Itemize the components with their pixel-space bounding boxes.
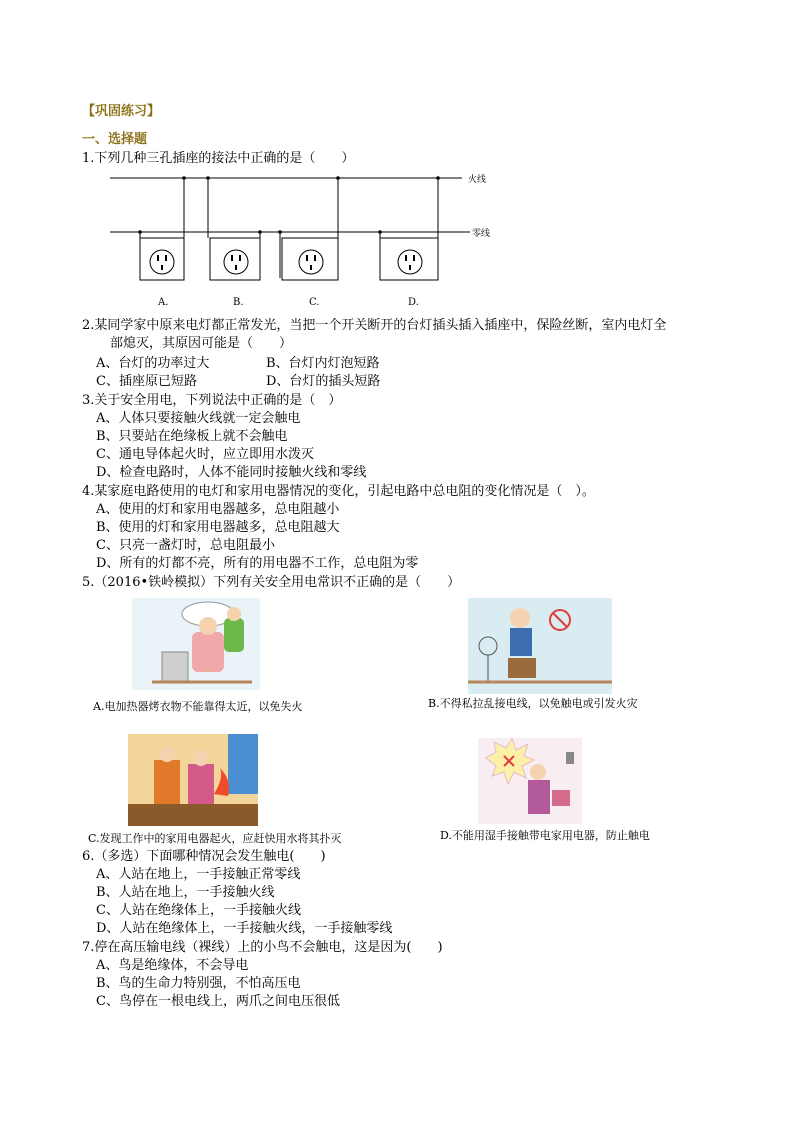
socket-wiring-diagram — [100, 168, 510, 312]
socket-d-label: D. — [408, 297, 419, 308]
q6-option-c: C、人站在绝缘体上，一手接触火线 — [96, 903, 301, 918]
q4-option-a: A、使用的灯和家用电器越多，总电阻越小 — [96, 502, 340, 517]
socket-b-label: B. — [233, 297, 244, 308]
q2-option-b: B、台灯内灯泡短路 — [266, 356, 380, 371]
q5-caption-d: D.不能用湿手接触带电家用电器，防止触电 — [440, 829, 650, 842]
neutral-wire-label: 零线 — [472, 229, 491, 239]
q2-stem-line1: 2.某同学家中原来电灯都正常发光，当把一个开关断开的台灯插头插入插座中，保险丝断，室内电灯全 — [82, 318, 667, 333]
socket-c-label: C. — [309, 297, 320, 308]
q4-option-b: B、使用的灯和家用电器越多，总电阻越大 — [96, 520, 340, 535]
q6-option-d: D、人站在绝缘体上，一手接触火线，一手接触零线 — [96, 921, 393, 936]
q2-option-d: D、台灯的插头短路 — [266, 374, 381, 389]
q1-stem: 1.下列几种三孔插座的接法中正确的是（ ） — [82, 151, 355, 166]
live-wire-label: 火线 — [468, 175, 487, 185]
q7-option-a: A、鸟是绝缘体，不会导电 — [96, 958, 249, 973]
q3-stem: 3.关于安全用电，下列说法中正确的是（ ） — [82, 393, 342, 408]
q7-option-c: C、鸟停在一根电线上，两爪之间电压很低 — [96, 994, 340, 1009]
q6-option-a: A、人站在地上，一手接触正常零线 — [96, 867, 301, 882]
q5-caption-c: C.发现工作中的家用电器起火，应赶快用水将其扑灭 — [88, 832, 342, 845]
q2-stem-line2: 部熄灭，其原因可能是（ ） — [110, 336, 293, 351]
q6-stem: 6.（多选）下面哪种情况会发生触电( ) — [82, 849, 326, 864]
q2-option-c: C、插座原已短路 — [96, 374, 197, 389]
q4-option-c: C、只亮一盏灯时，总电阻最小 — [96, 538, 275, 553]
q4-stem: 4.某家庭电路使用的电灯和家用电器情况的变化，引起电路中总电阻的变化情况是（ ）。 — [82, 484, 595, 499]
q2-option-a: A、台灯的功率过大 — [96, 356, 210, 371]
part-title: 一、选择题 — [82, 132, 148, 147]
wiring-illustration — [468, 598, 612, 694]
heater-illustration — [132, 598, 260, 690]
q5-caption-a: A.电加热器烤衣物不能靠得太近，以免失火 — [93, 700, 303, 713]
q5-stem: 5.（2016•铁岭模拟）下列有关安全用电常识不正确的是（ ） — [82, 575, 461, 590]
q7-stem: 7.停在高压输电线（裸线）上的小鸟不会触电，这是因为( ) — [82, 940, 443, 955]
wet-hands-illustration — [478, 738, 582, 824]
fire-illustration — [128, 734, 258, 826]
socket-a-label: A. — [158, 297, 169, 308]
q3-option-b: B、只要站在绝缘板上就不会触电 — [96, 429, 288, 444]
q3-option-a: A、人体只要接触火线就一定会触电 — [96, 411, 301, 426]
q3-option-c: C、通电导体起火时，应立即用水泼灭 — [96, 447, 314, 462]
q4-option-d: D、所有的灯都不亮，所有的用电器不工作，总电阻为零 — [96, 556, 419, 571]
q6-option-b: B、人站在地上，一手接触火线 — [96, 885, 275, 900]
q7-option-b: B、鸟的生命力特别强，不怕高压电 — [96, 976, 301, 991]
section-label: 【巩固练习】 — [82, 104, 161, 119]
q3-option-d: D、检查电路时，人体不能同时接触火线和零线 — [96, 465, 367, 480]
q5-caption-b: B.不得私拉乱接电线，以免触电或引发火灾 — [428, 697, 638, 710]
